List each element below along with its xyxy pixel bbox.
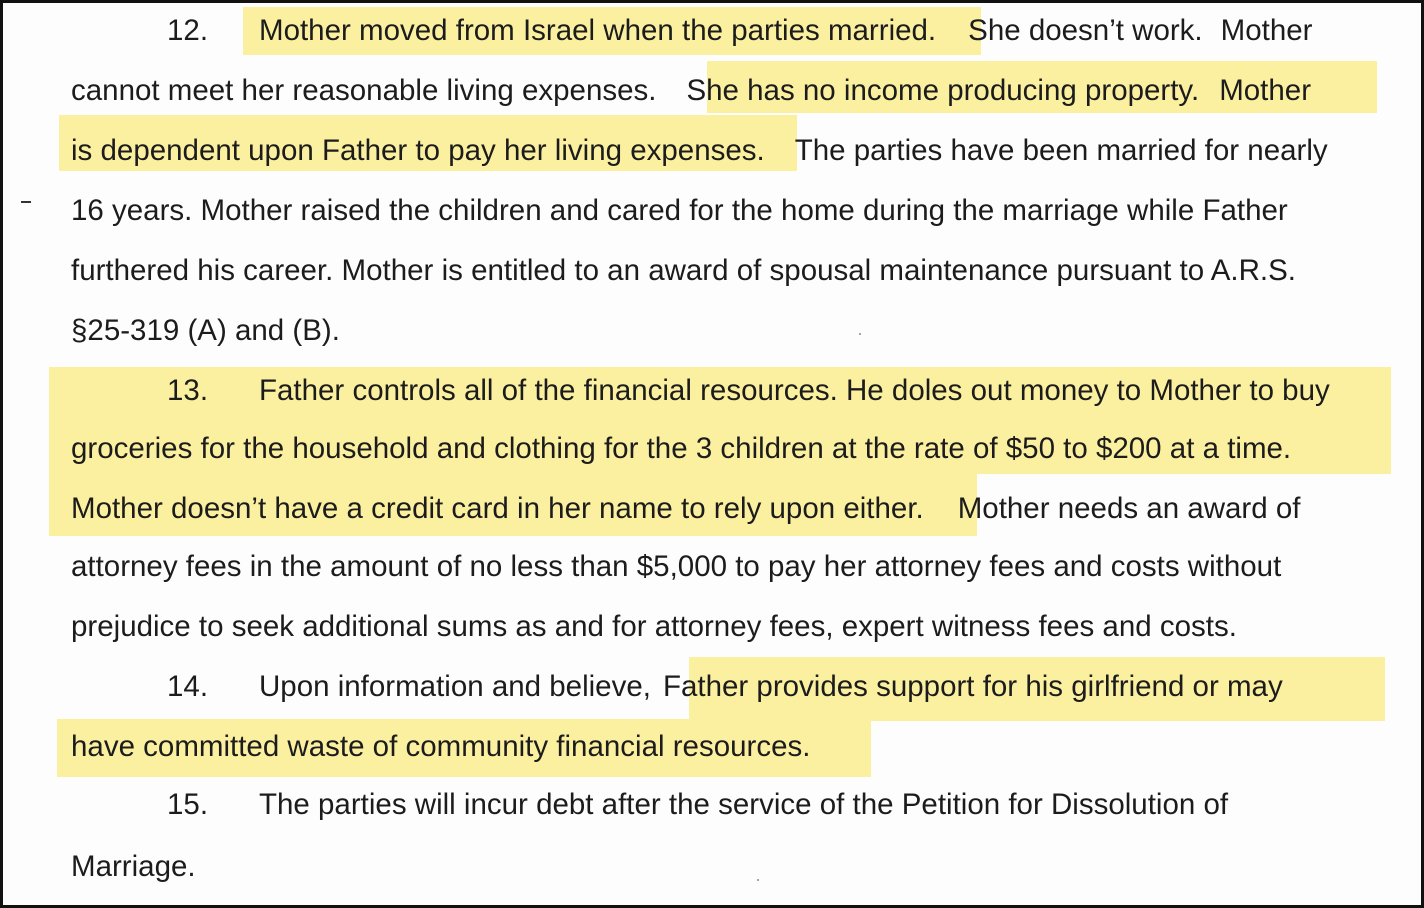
para13-line3 xyxy=(71,487,1366,531)
para13-line2 xyxy=(71,427,1366,471)
para12-text: Mother xyxy=(1220,14,1313,47)
para12-number: 12. xyxy=(167,14,209,47)
para13-text: Father controls all of the financial resources. He doles out money to Mother to buy xyxy=(259,374,1330,407)
para13-number: 13. xyxy=(167,374,209,407)
para12-text: She has no income producing property. xyxy=(686,74,1200,107)
para15-text: The parties will incur debt after the service of the Petition for Dissolution of xyxy=(259,788,1229,821)
para14-line1 xyxy=(71,665,1366,709)
para12-line3 xyxy=(71,129,1366,173)
para12-text: furthered his career. Mother is entitled to an award of spousal maintenance pursuant to A.R.S. xyxy=(71,254,1296,287)
para12-line1 xyxy=(71,9,1366,53)
para12-text: cannot meet her reasonable living expenses. xyxy=(71,74,657,107)
para15-line2 xyxy=(71,845,1366,889)
para14-number: 14. xyxy=(167,670,209,703)
para14-text: Father provides support for his girlfriend or may xyxy=(662,670,1283,703)
para12-text: is dependent upon Father to pay her living expenses. xyxy=(71,134,765,167)
para14-text: Upon information and believe, xyxy=(259,670,651,703)
para12-line5 xyxy=(71,249,1366,293)
para13-line4 xyxy=(71,545,1366,589)
para13-text: Mother doesn’t have a credit card in her name to rely upon either. xyxy=(71,492,924,525)
para13-text: attorney fees in the amount of no less than $5,000 to pay her attorney fees and costs without xyxy=(71,550,1282,583)
para12-text: The parties have been married for nearly xyxy=(794,134,1328,167)
para13-text: groceries for the household and clothing for the 3 children at the rate of $50 to $200 at a time. xyxy=(71,432,1292,465)
para12-line6 xyxy=(71,309,1366,353)
para12-text: 16 years. Mother raised the children and cared for the home during the marriage while Father xyxy=(71,194,1288,227)
para14-line2 xyxy=(71,725,1366,769)
para12-text: Mother moved from Israel when the parties married. xyxy=(259,14,937,47)
para13-line5 xyxy=(71,605,1366,649)
margin-mark xyxy=(21,201,31,203)
para13-line1 xyxy=(71,369,1366,413)
para12-line2 xyxy=(71,69,1366,113)
para15-number: 15. xyxy=(167,788,209,821)
para12-line4 xyxy=(71,189,1366,233)
para12-text: §25-319 (A) and (B). xyxy=(71,314,340,347)
para13-text: Mother needs an award of xyxy=(957,492,1301,525)
para15-text: Marriage. xyxy=(71,850,196,883)
para15-line1 xyxy=(71,783,1366,827)
para12-text: Mother xyxy=(1219,74,1312,107)
para13-text: prejudice to seek additional sums as and for attorney fees, expert witness fees and costs. xyxy=(71,610,1237,643)
para12-text: She doesn’t work. xyxy=(968,14,1203,47)
para14-text: have committed waste of community financial resources. xyxy=(71,730,811,763)
